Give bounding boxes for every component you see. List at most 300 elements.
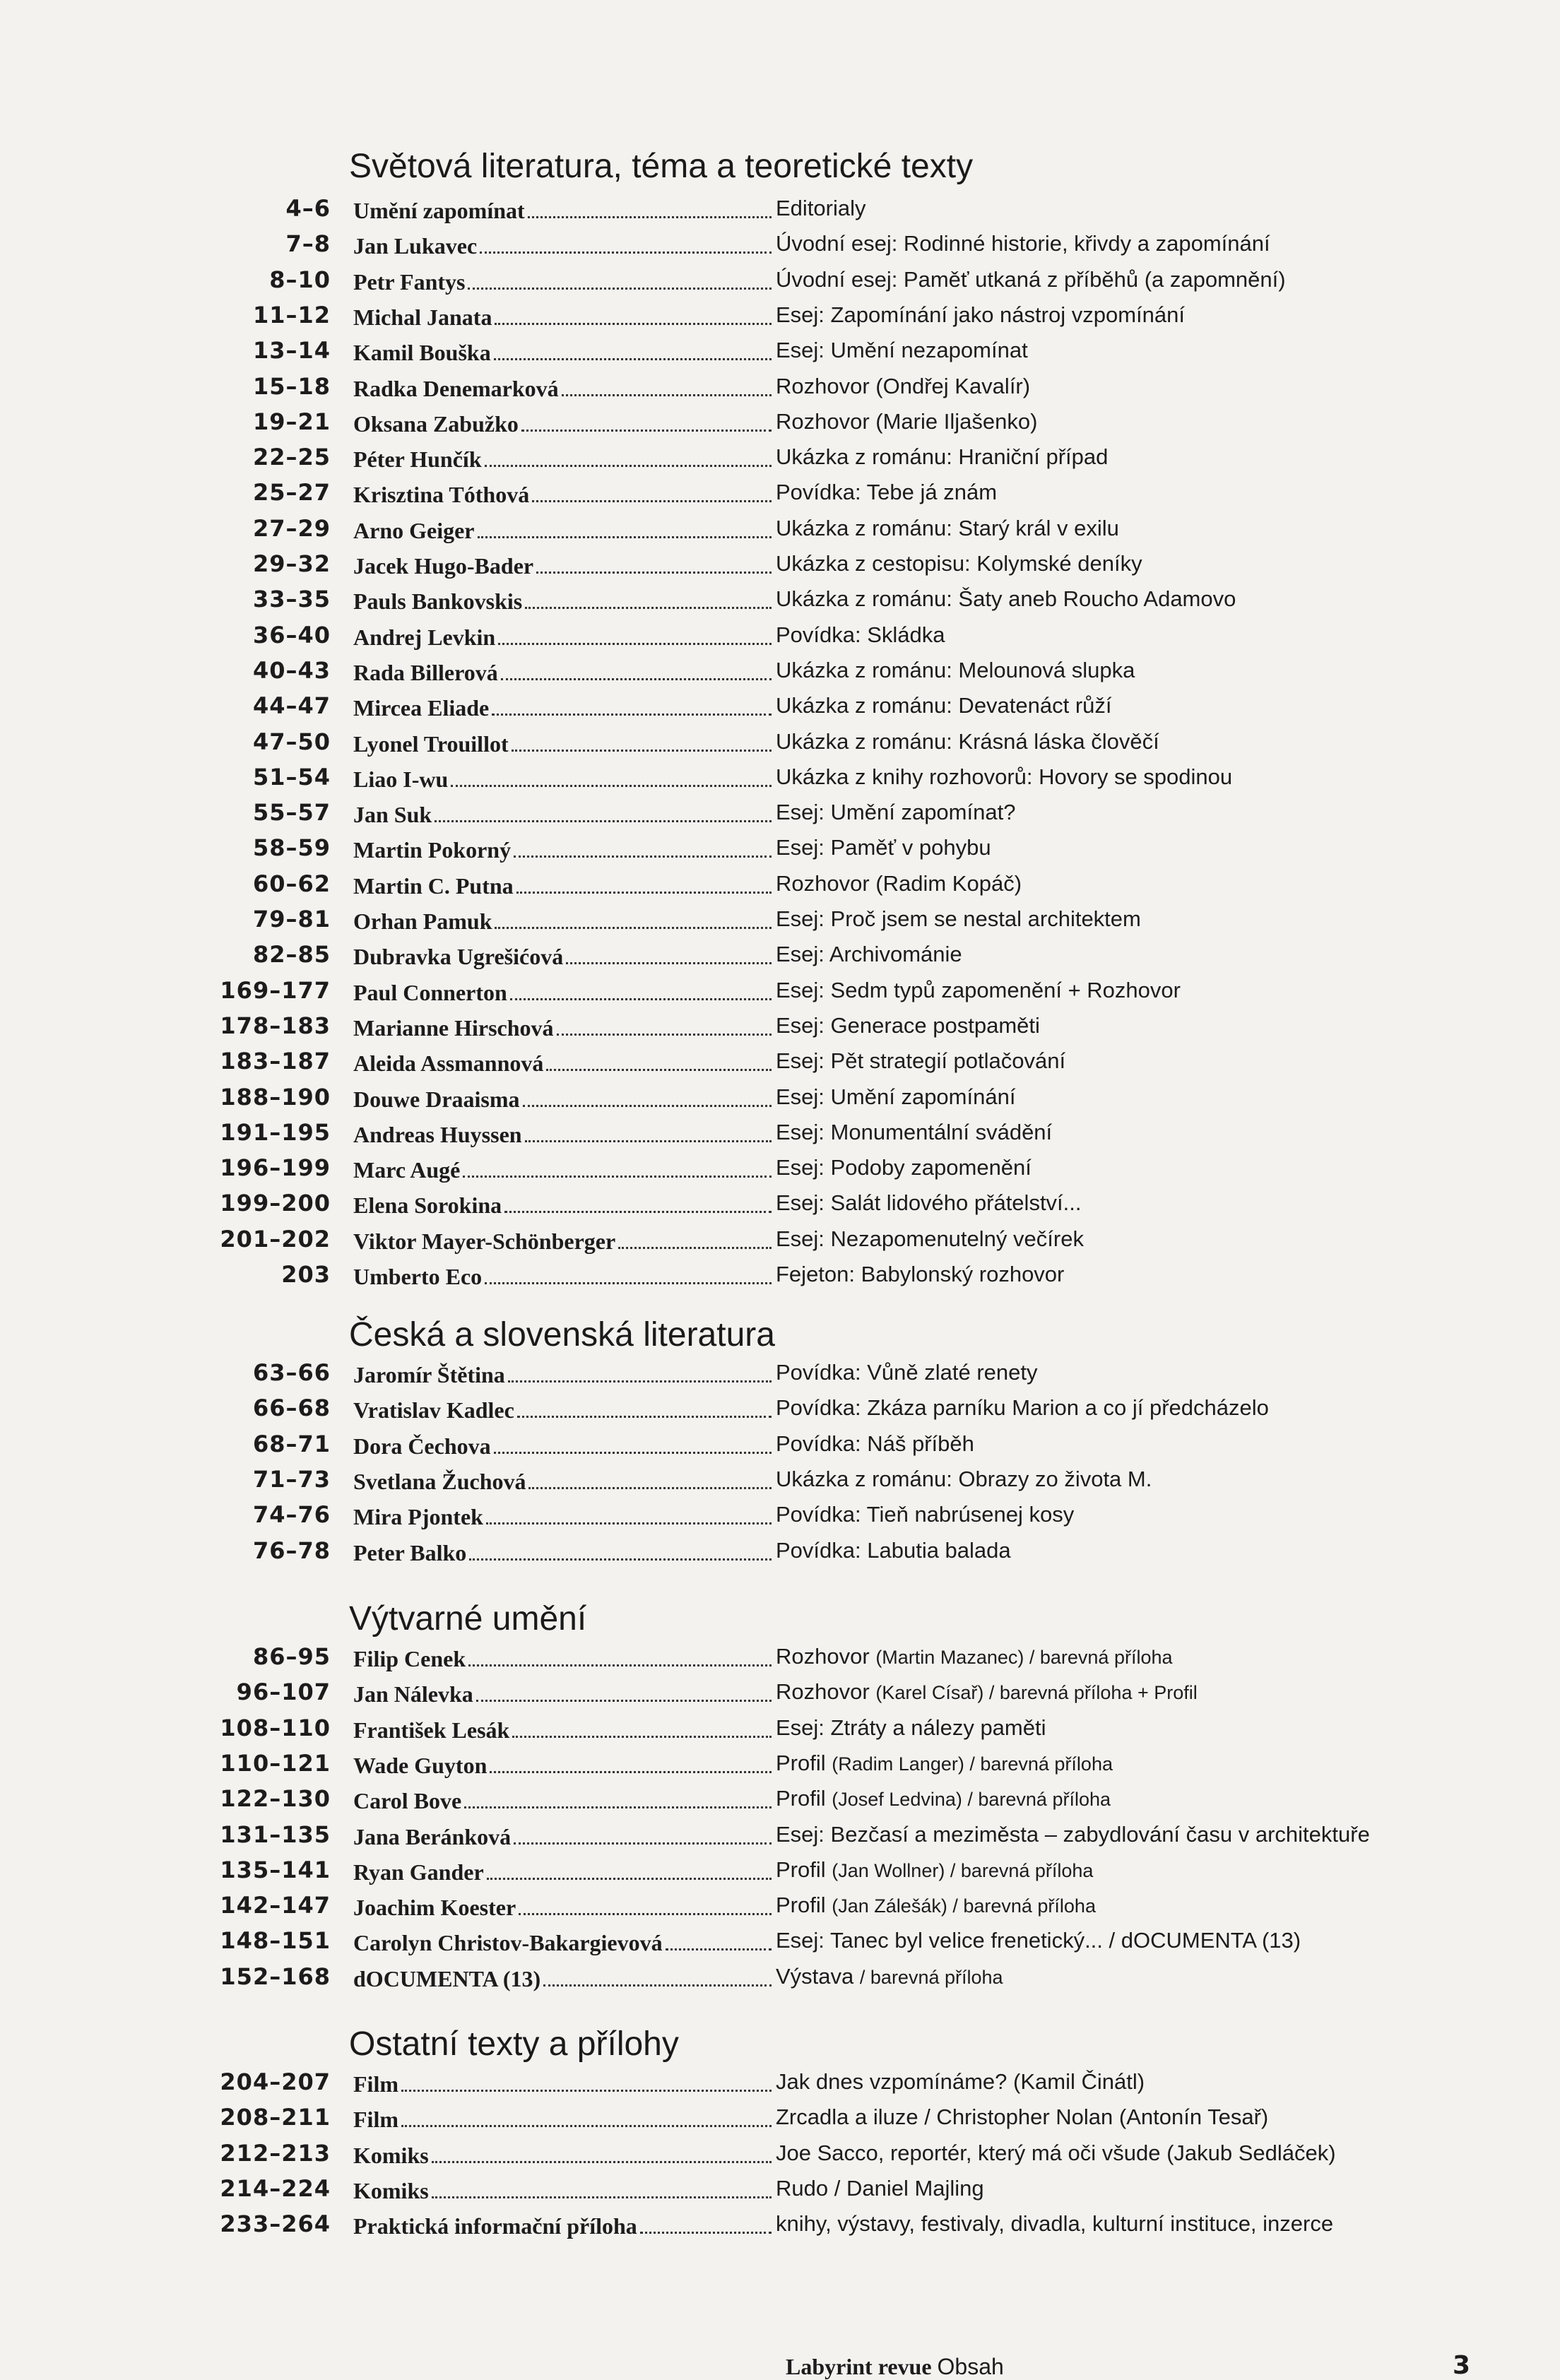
- entry-description: [776, 1533, 1011, 1568]
- entry-author-leader: [353, 1079, 772, 1115]
- entry-author: Liao I-wu: [353, 766, 449, 792]
- entry-description: [776, 1781, 1111, 1816]
- entry-description-main: Esej: Zapomínání jako nástroj vzpomínání: [776, 302, 1185, 327]
- entry-description-main: Esej: Bezčasí a meziměsta – zabydlování času v architektuře: [776, 1822, 1370, 1847]
- entry-pages: 169–177: [220, 977, 331, 1004]
- dot-leader: [557, 1008, 772, 1036]
- toc-entry: [0, 511, 1560, 546]
- entry-author-leader: [353, 1462, 772, 1497]
- entry-pages: 152–168: [220, 1963, 331, 1990]
- entry-author: Film: [353, 2107, 398, 2132]
- toc-entry: [0, 617, 1560, 653]
- entry-pages: 58–59: [252, 834, 331, 861]
- dot-leader: [495, 901, 772, 929]
- entry-author-leader: [353, 1781, 772, 1816]
- footer-section-name: Obsah: [937, 2354, 1004, 2379]
- dot-leader: [618, 1221, 772, 1249]
- entry-author-leader: [353, 1257, 772, 1292]
- section-heading: Ostatní texty a přílohy: [349, 2025, 679, 2063]
- entry-author: Mircea Eliade: [353, 695, 490, 721]
- entry-author-leader: [353, 937, 772, 972]
- entry-description-main: Esej: Umění zapomínat?: [776, 800, 1016, 824]
- entry-author-leader: [353, 511, 772, 546]
- entry-description-main: Esej: Sedm typů zapomenění + Rozhovor: [776, 978, 1181, 1002]
- entry-description-main: Esej: Proč jsem se nestal architektem: [776, 906, 1141, 931]
- toc-entry: [0, 1746, 1560, 1781]
- entry-description: [776, 581, 1236, 617]
- entry-description-main: Profil: [776, 1857, 826, 1882]
- entry-description: [776, 1817, 1370, 1852]
- entry-author-leader: [353, 901, 772, 937]
- entry-author-leader: [353, 581, 772, 617]
- entry-description: [776, 1257, 1064, 1292]
- entry-description: [776, 2171, 984, 2206]
- toc-entry: [0, 901, 1560, 937]
- entry-pages: 148–151: [220, 1927, 331, 1954]
- entry-pages: 110–121: [220, 1750, 331, 1777]
- entry-pages: 8–10: [269, 266, 331, 293]
- dot-leader: [562, 369, 772, 396]
- entry-author: Radka Denemarková: [353, 376, 559, 401]
- entry-author: Petr Fantys: [353, 269, 466, 295]
- dot-leader: [523, 1079, 772, 1107]
- entry-pages: 25–27: [252, 479, 331, 506]
- entry-pages: 63–66: [252, 1359, 331, 1386]
- entry-description-main: Povídka: Vůně zlaté renety: [776, 1360, 1038, 1385]
- toc-entry: [0, 1497, 1560, 1532]
- entry-author: Carol Bove: [353, 1788, 462, 1813]
- toc-entry: [0, 191, 1560, 226]
- entry-pages: 19–21: [252, 408, 331, 435]
- entry-description: [776, 262, 1286, 297]
- entry-description: [776, 297, 1185, 333]
- toc-entry: [0, 475, 1560, 510]
- dot-leader: [666, 1923, 772, 1950]
- entry-description-main: Rozhovor: [776, 1644, 870, 1669]
- entry-description-main: Ukázka z cestopisu: Kolymské deníky: [776, 551, 1142, 576]
- page-number: 3: [1453, 2351, 1471, 2380]
- entry-pages: 66–68: [252, 1395, 331, 1421]
- page-footer: [786, 2354, 1004, 2380]
- entry-description: [776, 369, 1030, 404]
- entry-description-main: Jak dnes vzpomínáme? (Kamil Činátl): [776, 2069, 1145, 2094]
- entry-description: [776, 1923, 1301, 1958]
- entry-pages: 178–183: [220, 1012, 331, 1039]
- toc-entry: [0, 333, 1560, 368]
- toc-entry: [0, 1923, 1560, 1958]
- entry-pages: 233–264: [220, 2210, 331, 2237]
- entry-pages: 199–200: [220, 1190, 331, 1216]
- entry-description: [776, 937, 962, 972]
- dot-leader: [512, 724, 772, 752]
- toc-entry: [0, 1390, 1560, 1426]
- toc-entry: [0, 1043, 1560, 1079]
- entry-description-main: Ukázka z románu: Starý král v exilu: [776, 516, 1119, 540]
- dot-leader: [451, 759, 772, 787]
- entry-author: Peter Balko: [353, 1540, 467, 1565]
- entry-author: Péter Hunčík: [353, 446, 482, 472]
- section-heading: Česká a slovenská literatura: [349, 1316, 775, 1354]
- entry-author-leader: [353, 2136, 772, 2171]
- entry-description-main: Ukázka z knihy rozhovorů: Hovory se spodinou: [776, 764, 1233, 789]
- entry-description: [776, 1710, 1046, 1746]
- entry-description-main: Ukázka z románu: Devatenáct růží: [776, 693, 1112, 718]
- toc-entry: [0, 1674, 1560, 1710]
- dot-leader: [492, 688, 772, 716]
- entry-description: [776, 795, 1015, 830]
- section-heading: Světová literatura, téma a teoretické texty: [349, 148, 974, 185]
- dot-leader: [536, 546, 772, 574]
- entry-pages: 13–14: [252, 337, 331, 364]
- entry-description: [776, 1043, 1065, 1079]
- dot-leader: [435, 795, 772, 822]
- entry-author-leader: [353, 1852, 772, 1888]
- entry-description-main: Editorialy: [776, 196, 866, 220]
- entry-description-main: Esej: Pět strategií potlačování: [776, 1048, 1066, 1073]
- entry-pages: 201–202: [220, 1226, 331, 1253]
- entry-author: Lyonel Trouillot: [353, 731, 509, 757]
- entry-pages: 188–190: [220, 1084, 331, 1111]
- toc-entry: [0, 653, 1560, 688]
- entry-author-leader: [353, 1426, 772, 1462]
- toc-entry: [0, 1710, 1560, 1746]
- entry-author-leader: [353, 1115, 772, 1150]
- entry-description-main: Profil: [776, 1893, 826, 1917]
- entry-description: [776, 1185, 1082, 1221]
- entry-author-leader: [353, 1674, 772, 1710]
- entry-author: Jaromír Štětina: [353, 1362, 505, 1387]
- entry-author: Aleida Assmannová: [353, 1050, 544, 1076]
- entry-author: Orhan Pamuk: [353, 908, 492, 934]
- entry-author: Oksana Zabužko: [353, 411, 519, 437]
- entry-description-note: (Josef Ledvina) / barevná příloha: [832, 1789, 1111, 1810]
- entry-author-leader: [353, 973, 772, 1008]
- magazine-name: Labyrint revue: [786, 2354, 932, 2379]
- entry-description-main: Esej: Umění nezapomínat: [776, 338, 1028, 362]
- dot-leader: [478, 511, 772, 538]
- entry-description-main: Esej: Ztráty a nálezy paměti: [776, 1715, 1046, 1740]
- entry-author-leader: [353, 2206, 772, 2242]
- entry-author-leader: [353, 2064, 772, 2100]
- entry-author: František Lesák: [353, 1717, 510, 1743]
- toc-entry: [0, 2171, 1560, 2206]
- entry-author-leader: [353, 617, 772, 653]
- toc-entry: [0, 404, 1560, 439]
- entry-author: Rada Billerová: [353, 660, 498, 685]
- entry-pages: 7–8: [285, 230, 331, 257]
- entry-author: Andreas Huyssen: [353, 1122, 522, 1147]
- entry-author: Krisztina Tóthová: [353, 482, 530, 507]
- entry-author-leader: [353, 1746, 772, 1781]
- entry-pages: 86–95: [252, 1643, 331, 1670]
- entry-author-leader: [353, 475, 772, 510]
- entry-description-note: (Radim Langer) / barevná příloha: [832, 1753, 1113, 1775]
- entry-author-leader: [353, 830, 772, 865]
- toc-entry: [0, 226, 1560, 261]
- toc-entry: [0, 1079, 1560, 1115]
- toc-entry: [0, 2064, 1560, 2100]
- dot-leader: [510, 973, 772, 1000]
- entry-description-main: Rozhovor (Radim Kopáč): [776, 871, 1022, 896]
- entry-author: Pauls Bankovskis: [353, 588, 523, 614]
- toc-entry: [0, 973, 1560, 1008]
- dot-leader: [480, 226, 772, 254]
- entry-description-main: Profil: [776, 1751, 826, 1775]
- dot-leader: [521, 404, 772, 432]
- entry-description-main: Esej: Salát lidového přátelství...: [776, 1190, 1082, 1215]
- section-heading: Výtvarné umění: [349, 1600, 587, 1638]
- entry-description: [776, 439, 1108, 475]
- entry-author-leader: [353, 439, 772, 475]
- entry-author-leader: [353, 2171, 772, 2206]
- entry-description: [776, 1959, 1003, 1994]
- entry-pages: 51–54: [252, 764, 331, 791]
- entry-author-leader: [353, 546, 772, 581]
- entry-description-main: Profil: [776, 1786, 826, 1811]
- entry-pages: 22–25: [252, 444, 331, 470]
- entry-author: Praktická informační příloha: [353, 2213, 637, 2239]
- entry-author: Mira Pjontek: [353, 1504, 483, 1529]
- entry-author: Jan Lukavec: [353, 233, 478, 259]
- entry-description-main: Esej: Podoby zapomenění: [776, 1155, 1032, 1180]
- entry-pages: 212–213: [220, 2140, 331, 2167]
- entry-description: [776, 617, 945, 653]
- entry-author: Martin C. Putna: [353, 873, 514, 899]
- dot-leader: [490, 1746, 772, 1773]
- dot-leader: [432, 2136, 772, 2163]
- entry-author: Umění zapomínat: [353, 198, 525, 223]
- entry-pages: 191–195: [220, 1119, 331, 1146]
- entry-description-main: Esej: Archivománie: [776, 942, 962, 966]
- entry-author: Arno Geiger: [353, 518, 475, 543]
- entry-description-main: Ukázka z románu: Krásná láska člověčí: [776, 729, 1159, 754]
- entry-description-main: Úvodní esej: Paměť utkaná z příběhů (a zapomnění): [776, 267, 1286, 292]
- entry-author-leader: [353, 1888, 772, 1923]
- entry-author-leader: [353, 297, 772, 333]
- toc-entry: [0, 1008, 1560, 1043]
- dot-leader: [546, 1043, 772, 1071]
- dot-leader: [476, 1674, 772, 1702]
- dot-leader: [485, 1257, 772, 1284]
- entry-description: [776, 1355, 1038, 1390]
- entry-pages: 208–211: [220, 2104, 331, 2131]
- toc-entry: [0, 1959, 1560, 1994]
- entry-author-leader: [353, 191, 772, 226]
- entry-pages: 142–147: [220, 1892, 331, 1919]
- dot-leader: [512, 1710, 772, 1738]
- dot-leader: [519, 1888, 772, 1915]
- toc-entry: [0, 1221, 1560, 1257]
- entry-author: Michal Janata: [353, 304, 492, 330]
- entry-description: [776, 333, 1028, 368]
- entry-pages: 40–43: [252, 657, 331, 684]
- dot-leader: [543, 1959, 772, 1987]
- entry-author-leader: [353, 369, 772, 404]
- entry-description-main: Zrcadla a iluze / Christopher Nolan (Antonín Tesař): [776, 2104, 1269, 2129]
- toc-entry: [0, 369, 1560, 404]
- entry-description: [776, 546, 1142, 581]
- dot-leader: [468, 262, 772, 290]
- entry-description: [776, 1852, 1093, 1888]
- entry-pages: 122–130: [220, 1785, 331, 1812]
- dot-leader: [516, 866, 772, 894]
- entry-author-leader: [353, 795, 772, 830]
- entry-description-note: (Karel Císař) / barevná příloha + Profil: [875, 1682, 1198, 1703]
- entry-author: Viktor Mayer-Schönberger: [353, 1229, 616, 1254]
- entry-pages: 183–187: [220, 1048, 331, 1074]
- entry-description-main: Esej: Monumentální svádění: [776, 1120, 1053, 1144]
- toc-entry: [0, 866, 1560, 901]
- entry-pages: 4–6: [285, 195, 331, 222]
- entry-author: Douwe Draaisma: [353, 1087, 520, 1112]
- toc-entry: [0, 1852, 1560, 1888]
- entry-author-leader: [353, 653, 772, 688]
- entry-pages: 135–141: [220, 1857, 331, 1883]
- toc-entry: [0, 546, 1560, 581]
- entry-pages: 60–62: [252, 870, 331, 897]
- entry-author: Filip Cenek: [353, 1646, 466, 1671]
- entry-description-main: Povídka: Zkáza parníku Marion a co jí předcházelo: [776, 1395, 1269, 1420]
- entry-description: [776, 688, 1112, 723]
- toc-entry: [0, 439, 1560, 475]
- dot-leader: [528, 1462, 772, 1489]
- entry-description-main: Rozhovor: [776, 1679, 870, 1704]
- entry-author: Joachim Koester: [353, 1895, 516, 1920]
- toc-entry: [0, 1817, 1560, 1852]
- entry-description: [776, 191, 866, 226]
- entry-author: Umberto Eco: [353, 1264, 483, 1289]
- entry-pages: 27–29: [252, 515, 331, 542]
- toc-entry: [0, 581, 1560, 617]
- dot-leader: [640, 2206, 772, 2234]
- entry-description-main: Rozhovor (Ondřej Kavalír): [776, 374, 1031, 398]
- entry-author-leader: [353, 333, 772, 368]
- entry-pages: 11–12: [252, 302, 331, 328]
- entry-pages: 196–199: [220, 1154, 331, 1181]
- entry-description: [776, 1390, 1269, 1426]
- dot-leader: [517, 1390, 772, 1418]
- entry-author-leader: [353, 2100, 772, 2135]
- entry-pages: 33–35: [252, 586, 331, 612]
- entry-author-leader: [353, 1923, 772, 1958]
- entry-pages: 55–57: [252, 799, 331, 826]
- dot-leader: [504, 1185, 772, 1213]
- dot-leader: [566, 937, 772, 964]
- entry-description-main: Povídka: Labutia balada: [776, 1538, 1011, 1563]
- entry-description-main: Esej: Tanec byl velice frenetický... / dOCUMENTA (13): [776, 1928, 1301, 1953]
- dot-leader: [432, 2171, 772, 2198]
- toc-entry: [0, 759, 1560, 795]
- entry-pages: 71–73: [252, 1466, 331, 1493]
- entry-pages: 36–40: [252, 622, 331, 649]
- entry-description-main: Rozhovor (Marie Iljašenko): [776, 409, 1038, 434]
- entry-description-main: Esej: Umění zapomínání: [776, 1084, 1016, 1109]
- entry-pages: 79–81: [252, 906, 331, 933]
- dot-leader: [514, 830, 772, 858]
- entry-description: [776, 475, 997, 510]
- toc-entry: [0, 1462, 1560, 1497]
- toc-entry: [0, 262, 1560, 297]
- toc-entry: [0, 1185, 1560, 1221]
- entry-description-main: Ukázka z románu: Obrazy zo života M.: [776, 1467, 1152, 1491]
- entry-description: [776, 1639, 1173, 1674]
- entry-pages: 131–135: [220, 1821, 331, 1848]
- entry-author: Svetlana Žuchová: [353, 1469, 526, 1494]
- dot-leader: [528, 191, 772, 218]
- entry-description-main: Povídka: Náš příběh: [776, 1431, 974, 1456]
- entry-pages: 74–76: [252, 1501, 331, 1528]
- entry-description: [776, 724, 1159, 759]
- entry-pages: 15–18: [252, 373, 331, 400]
- entry-description-main: Esej: Nezapomenutelný večírek: [776, 1226, 1084, 1251]
- dot-leader: [494, 1426, 772, 1454]
- entry-description: [776, 404, 1037, 439]
- entry-author: Jacek Hugo-Bader: [353, 553, 534, 579]
- toc-entry: [0, 1150, 1560, 1185]
- entry-pages: 204–207: [220, 2068, 331, 2095]
- entry-author: Film: [353, 2071, 398, 2097]
- dot-leader: [468, 1639, 772, 1666]
- dot-leader: [508, 1355, 772, 1383]
- entry-author: Jana Beránková: [353, 1824, 512, 1849]
- entry-author: dOCUMENTA (13): [353, 1966, 541, 1991]
- entry-author: Vratislav Kadlec: [353, 1397, 514, 1423]
- dot-leader: [401, 2064, 772, 2092]
- entry-description-main: Povídka: Tebe já znám: [776, 480, 998, 504]
- entry-pages: 214–224: [220, 2175, 331, 2202]
- toc-entry: [0, 1533, 1560, 1568]
- dot-leader: [525, 1115, 772, 1142]
- entry-description-main: Rudo / Daniel Majling: [776, 2176, 984, 2201]
- entry-pages: 29–32: [252, 550, 331, 577]
- entry-author-leader: [353, 1710, 772, 1746]
- entry-description: [776, 2136, 1336, 2171]
- entry-author: Jan Suk: [353, 802, 432, 827]
- entry-author: Paul Connerton: [353, 980, 507, 1005]
- entry-description: [776, 759, 1232, 795]
- entry-author-leader: [353, 688, 772, 723]
- entry-description-main: Fejeton: Babylonský rozhovor: [776, 1262, 1065, 1286]
- entry-author-leader: [353, 1008, 772, 1043]
- entry-description: [776, 866, 1022, 901]
- entry-author-leader: [353, 759, 772, 795]
- entry-author-leader: [353, 226, 772, 261]
- entry-pages: 108–110: [220, 1715, 331, 1741]
- dot-leader: [495, 297, 772, 325]
- entry-description: [776, 1746, 1113, 1781]
- entry-author: Martin Pokorný: [353, 837, 512, 863]
- entry-pages: 44–47: [252, 692, 331, 719]
- entry-description-main: Ukázka z románu: Melounová slupka: [776, 658, 1135, 682]
- entry-description-main: Esej: Paměť v pohybu: [776, 835, 991, 860]
- dot-leader: [494, 333, 772, 360]
- entry-description: [776, 1497, 1074, 1532]
- dot-leader: [501, 653, 772, 680]
- entry-author: Kamil Bouška: [353, 340, 491, 365]
- entry-author-leader: [353, 724, 772, 759]
- entry-description: [776, 226, 1270, 261]
- toc-entry: [0, 1115, 1560, 1150]
- entry-author-leader: [353, 1959, 772, 1994]
- entry-description-main: Joe Sacco, reportér, který má oči všude (Jakub Sedláček): [776, 2141, 1336, 2165]
- entry-author: Elena Sorokina: [353, 1192, 502, 1218]
- entry-description: [776, 1888, 1096, 1923]
- entry-author-leader: [353, 262, 772, 297]
- entry-description-main: Úvodní esej: Rodinné historie, křivdy a zapomínání: [776, 231, 1270, 256]
- entry-pages: 96–107: [236, 1679, 331, 1705]
- entry-description-note: (Jan Wollner) / barevná příloha: [832, 1860, 1094, 1881]
- entry-author-leader: [353, 1043, 772, 1079]
